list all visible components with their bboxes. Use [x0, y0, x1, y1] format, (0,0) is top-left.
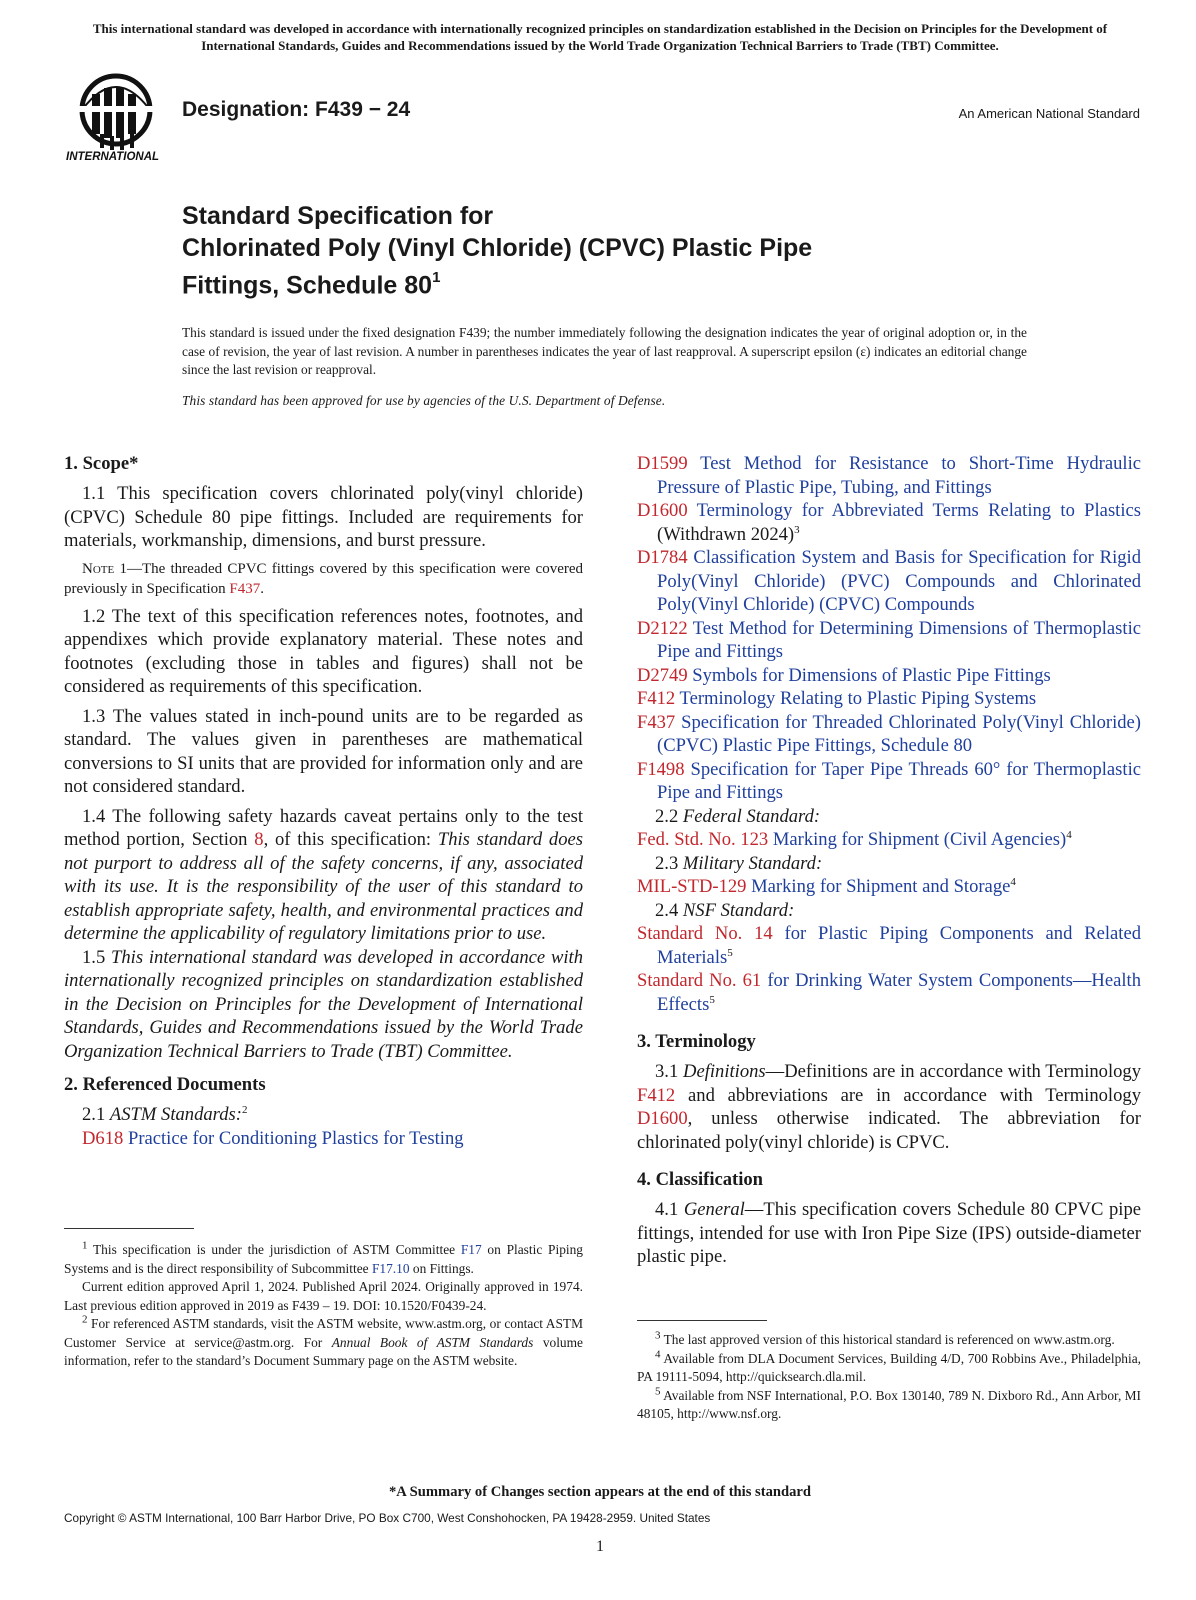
link-d1600[interactable]: D1600	[637, 1108, 688, 1129]
section-2-heading: 2. Referenced Documents	[64, 1074, 266, 1095]
ref-item	[637, 687, 1141, 711]
para-1-2: 1.2 The text of this specification references notes, footnotes, and appendixes which provide explanatory material. These notes and footnotes (excluding those in tables and figures) shall not be considered as requirements of this specification.	[64, 605, 583, 697]
left-column	[64, 452, 583, 1150]
link-f412[interactable]: F412	[637, 1084, 676, 1106]
document-title	[182, 200, 1082, 301]
ref-code[interactable]: D1599	[637, 453, 688, 474]
ref-fed-std-123: Fed. Std. No. 123 Marking for Shipment (Civil Agencies)$^4$	[637, 828, 1072, 850]
summary-of-changes-note: *A Summary of Changes section appears at the end of this standard	[388, 1484, 812, 1500]
ref-code[interactable]: D1784	[637, 547, 688, 568]
ref-item	[637, 617, 1141, 664]
ref-code[interactable]: D2122	[637, 617, 688, 639]
ref-suffix: (Withdrawn 2024)	[657, 523, 795, 545]
footnote-2: $^2$ For referenced ASTM standards, visit the ASTM website, www.astm.org, or contact ASTM Customer Service at service@astm.org. For Annual Book of ASTM Standards volume information, refer to the standard’s Document Summary page on the ASTM website.	[64, 1313, 583, 1368]
ref-title[interactable]: Terminology for Abbreviated Terms Relating to Plastics	[687, 500, 1141, 521]
ref-code-mil-std[interactable]: MIL-STD-129	[637, 876, 747, 897]
link-f17-10[interactable]: F17.10	[371, 1260, 410, 1276]
ref-item	[637, 452, 1141, 499]
link-f17[interactable]: F17	[460, 1242, 482, 1257]
para-2-2: 2.2 Federal Standard:	[655, 805, 821, 827]
title-line-1: Standard Specification for	[182, 202, 494, 230]
para-2-1: 2.1 ASTM Standards:$^2$	[82, 1103, 248, 1125]
footnote-1-edition: Current edition approved April 1, 2024. Published April 2024. Originally approved in 1974. Last previous edition approved in 2019 as F439 – 19. DOI: 10.1520/F0439-24.	[64, 1279, 583, 1313]
ref-code[interactable]: F437	[637, 711, 676, 733]
ref-item	[637, 499, 1141, 546]
ref-item	[637, 664, 1141, 688]
page-number: 1	[596, 1538, 604, 1555]
ref-title[interactable]: Test Method for Resistance to Short-Time Hydraulic Pressure of Plastic Pipe, Tubing, and Fittings	[657, 453, 1141, 498]
para-4-1: 4.1 General—This specification covers Schedule 80 CPVC pipe fittings, intended for use with Iron Pipe Size (IPS) outside-diameter plastic pipe.	[637, 1199, 1141, 1267]
ref-title[interactable]: Classification System and Basis for Specification for Rigid Poly(Vinyl Chloride) (PVC) Compounds and Chlorinated Poly(Vinyl Chloride) (CPVC) Compounds	[657, 547, 1141, 615]
ref-code[interactable]: F1498	[637, 758, 685, 780]
para-2-3: 2.3 Military Standard:	[655, 852, 823, 874]
left-footnotes	[64, 1228, 583, 1371]
ref-code[interactable]: D2749	[637, 664, 688, 686]
section-4-heading: 4. Classification	[637, 1169, 764, 1190]
link-f437[interactable]: F437	[229, 580, 261, 597]
copyright-line: Copyright © ASTM International, 100 Barr Harbor Drive, PO Box C700, West Conshohocken, PA 19428-2959. United States	[64, 1511, 711, 1525]
para-1-5: 1.5 This international standard was developed in accordance with internationally recognized principles on standardization established in the Decision on Principles for the Development of International Standards, Guides and Recommendations issued by the World Trade Organization Technical Barriers to Trade (TBT) Committee.	[64, 946, 584, 1062]
right-footnotes	[637, 1320, 1141, 1424]
title-footnote-mark: 1	[432, 269, 441, 286]
reference-list	[637, 452, 1141, 805]
ref-title-nsf-14[interactable]: for Plastic Piping Components and Related Materials	[657, 923, 1142, 968]
title-line-3: Fittings, Schedule $80^1$	[182, 269, 441, 300]
ref-nsf-14: Standard No. 14 for Plastic Piping Components and Related Materials$^5$	[637, 923, 1142, 968]
issued-under-text: This standard is issued under the fixed designation F439; the number immediately following the designation indicates the year of original adoption or, in the case of revision, the year of last revision. A number in parentheses indicates the year of last reapproval. A superscript epsilon (ε) indicates an editorial change since the last revision or reapproval.	[182, 325, 1027, 377]
ref-code[interactable]: F412	[637, 688, 676, 709]
ref-title-nsf-61[interactable]: for Drinking Water System Components—Health Effects	[657, 970, 1141, 1015]
ref-title-mil-std[interactable]: Marking for Shipment and Storage	[746, 876, 1011, 897]
ref-title[interactable]: Specification for Taper Pipe Threads 60° for Thermoplastic Pipe and Fittings	[657, 758, 1141, 803]
section-1-heading: 1. Scope*	[64, 453, 139, 474]
footnote-rule	[64, 1228, 194, 1229]
ref-mil-std-129: MIL-STD-129 Marking for Shipment and Storage$^4$	[637, 875, 1016, 897]
ref-title-fed-std[interactable]: Marking for Shipment (Civil Agencies)	[768, 829, 1067, 850]
ref-code-fed-std[interactable]: Fed. Std. No. 123	[637, 829, 769, 850]
footnote-4: $^4$ Available from DLA Document Services, Building 4/D, 700 Robbins Ave., Philadelphia, PA 19111-5094, http://quicksearch.dla.mil.	[637, 1348, 1141, 1384]
dod-approval-text: This standard has been approved for use by agencies of the U.S. Department of Defense.	[182, 393, 666, 408]
title-line-2: Chlorinated Poly (Vinyl Chloride) (CPVC) Plastic Pipe	[182, 234, 813, 262]
ref-footnote-mark: 3	[794, 523, 800, 536]
ref-code[interactable]: D1600	[637, 500, 688, 521]
ref-item	[637, 758, 1141, 805]
section-3-heading: 3. Terminology	[637, 1031, 756, 1052]
para-3-1: 3.1 Definitions—Definitions are in accordance with Terminology F412 and abbreviations are in accordance with Terminology D1600, unless otherwise indicated. The abbreviation for chlorinated poly(vinyl chloride) is CPVC.	[637, 1061, 1142, 1153]
right-column	[637, 452, 1141, 1269]
footnote-3: $^3$ The last approved version of this historical standard is referenced on www.astm.org.	[655, 1329, 1115, 1347]
footnote-rule-right	[637, 1320, 767, 1321]
ref-code-nsf-14[interactable]: Standard No. 14	[637, 923, 773, 944]
ref-code-d618[interactable]: D618	[82, 1127, 124, 1149]
designation: Designation: F439 − 24	[182, 98, 411, 121]
astm-logo-icon	[64, 72, 170, 166]
american-national-standard-label: An American National Standard	[958, 106, 1140, 121]
ref-title[interactable]: Test Method for Determining Dimensions of Thermoplastic Pipe and Fittings	[657, 617, 1141, 662]
note-1: Note 1—The threaded CPVC fittings covered by this specification were covered previously in Specification F437.	[64, 560, 584, 597]
para-2-4: 2.4 NSF Standard:	[655, 899, 795, 921]
top-notice: This international standard was developed in accordance with internationally recognized principles on standardization established in the Decision on Principles for the Development of International Standards, Guides and Recommendations issued by the World Trade Organization Technical Barriers to Trade (TBT) Committee.	[92, 21, 1108, 53]
para-1-3: 1.3 The values stated in inch-pound units are to be regarded as standard. The values given in parentheses are mathematical conversions to SI units that are provided for information only and are not considered standard.	[64, 705, 583, 797]
para-1-4: 1.4 The following safety hazards caveat pertains only to the test method portion, Section 8, of this specification: This standard does not purport to address all of the safety concerns, if any, associated with its use. It is the responsibility of the user of this standard to establish appropriate safety, health, and environmental practices and determine the applicability of regulatory limitations prior to use.	[64, 805, 583, 944]
ref-title-d618[interactable]: Practice for Conditioning Plastics for Testing	[123, 1127, 464, 1149]
ref-item	[637, 546, 1141, 617]
footnote-1: $^1$ This specification is under the jurisdiction of ASTM Committee F17 on Plastic Piping Systems and is the direct responsibility of Subcommittee F17.10 on Fittings.	[64, 1239, 583, 1276]
ref-code-nsf-61[interactable]: Standard No. 61	[637, 970, 762, 991]
ref-title[interactable]: Terminology Relating to Plastic Piping Systems	[675, 688, 1037, 709]
para-1-1: 1.1 This specification covers chlorinated poly(vinyl chloride) (CPVC) Schedule 80 pipe fittings. Included are requirements for materials, workmanship, dimensions, and burst pressure.	[64, 483, 583, 551]
astm-logo	[64, 72, 170, 166]
ref-title[interactable]: Specification for Threaded Chlorinated Poly(Vinyl Chloride) (CPVC) Plastic Pipe Fittings, Schedule 80	[657, 711, 1141, 756]
ref-item	[637, 711, 1141, 758]
ref-nsf-61: Standard No. 61 for Drinking Water System Components—Health Effects$^5$	[637, 970, 1141, 1015]
footnote-5: $^5$ Available from NSF International, P.O. Box 130140, 789 N. Dixboro Rd., Ann Arbor, MI 48105, http://www.nsf.org.	[637, 1385, 1142, 1421]
ref-d618	[64, 1127, 583, 1151]
ref-title[interactable]: Symbols for Dimensions of Plastic Pipe Fittings	[687, 664, 1051, 686]
link-section-8[interactable]: 8	[254, 829, 264, 850]
logo-text: INTERNATIONAL	[66, 151, 160, 163]
